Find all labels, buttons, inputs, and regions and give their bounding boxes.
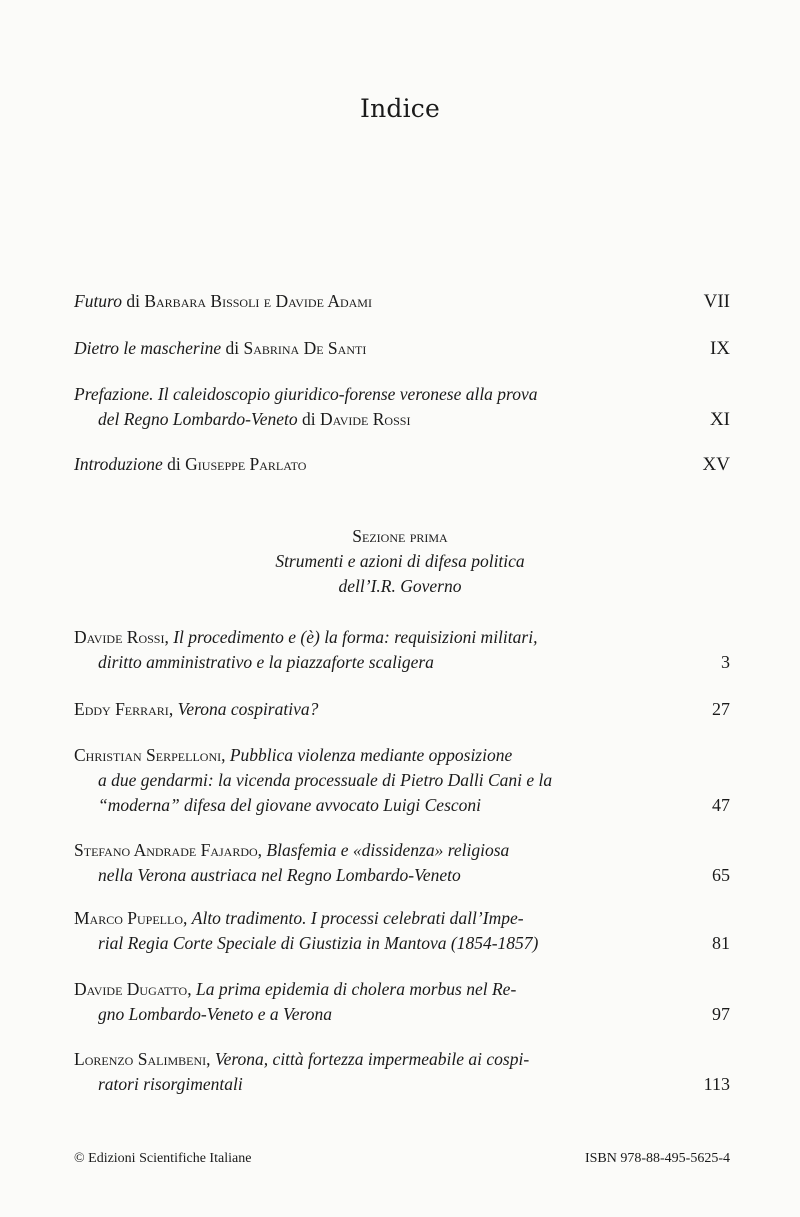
- toc-entry-chapter[interactable]: Marco Pupello, Alto tradimento. I processi celebrati dall’Impe- rial Regia Corte Speciale di Giustizia in Mantova (1854-1857) 81: [74, 906, 730, 956]
- page-number: XV: [702, 454, 730, 475]
- toc-entry-futuro[interactable]: Futuro di Barbara Bissoli e Davide Adami VII: [74, 291, 730, 312]
- section-heading: [0, 524, 800, 599]
- page-number: 3: [721, 652, 730, 672]
- page-number: 81: [712, 933, 730, 953]
- page-number: 113: [703, 1074, 730, 1094]
- toc-entry-introduzione[interactable]: Introduzione di Giuseppe Parlato XV: [74, 454, 730, 475]
- toc-entry-chapter[interactable]: Lorenzo Salimbeni, Verona, città fortezza impermeabile ai cospi- ratori risorgimentali 113: [74, 1047, 730, 1097]
- section-subtitle-cont: dell’I.R. Governo: [338, 576, 462, 596]
- section-label: Sezione prima: [352, 526, 448, 546]
- isbn: ISBN 978-88-495-5625-4: [584, 1151, 730, 1166]
- toc-entry-chapter[interactable]: Eddy Ferrari, Verona cospirativa? 27: [74, 697, 730, 722]
- page-number: IX: [709, 338, 730, 359]
- page-number: 97: [712, 1004, 730, 1024]
- copyright-notice: © Edizioni Scientifiche Italiane: [74, 1151, 252, 1166]
- page-title: Indice: [360, 94, 440, 123]
- page-number: 27: [712, 699, 730, 719]
- toc-entry-chapter[interactable]: Davide Dugatto, La prima epidemia di cholera morbus nel Re- gno Lombardo-Veneto e a Verona 97: [74, 977, 730, 1027]
- toc-entry-chapter[interactable]: Stefano Andrade Fajardo, Blasfemia e «dissidenza» religiosa nella Verona austriaca nel Regno Lombardo-Veneto 65: [74, 838, 730, 888]
- toc-entry-chapter[interactable]: Christian Serpelloni, Pubblica violenza mediante opposizione a due gendarmi: la vicenda processuale di Pietro Dalli Cani e la “moderna” difesa del giovane avvocato Luigi Cesconi 47: [74, 743, 730, 818]
- page-number: VII: [703, 291, 730, 312]
- toc-entry-prefazione[interactable]: Prefazione. Il caleidoscopio giuridico-forense veronese alla prova del Regno Lombardo-Veneto di Davide Rossi XI: [74, 384, 730, 430]
- toc-entry-dietro[interactable]: Dietro le mascherine di Sabrina De Santi IX: [74, 338, 730, 359]
- page-number: 65: [712, 865, 730, 885]
- page-number: 47: [712, 795, 730, 815]
- section-subtitle: Strumenti e azioni di difesa politica: [275, 551, 525, 571]
- toc-entry-chapter[interactable]: Davide Rossi, Il procedimento e (è) la forma: requisizioni militari, diritto amministrativo e la piazzaforte scaligera 3: [74, 625, 730, 675]
- page-number: XI: [709, 409, 730, 430]
